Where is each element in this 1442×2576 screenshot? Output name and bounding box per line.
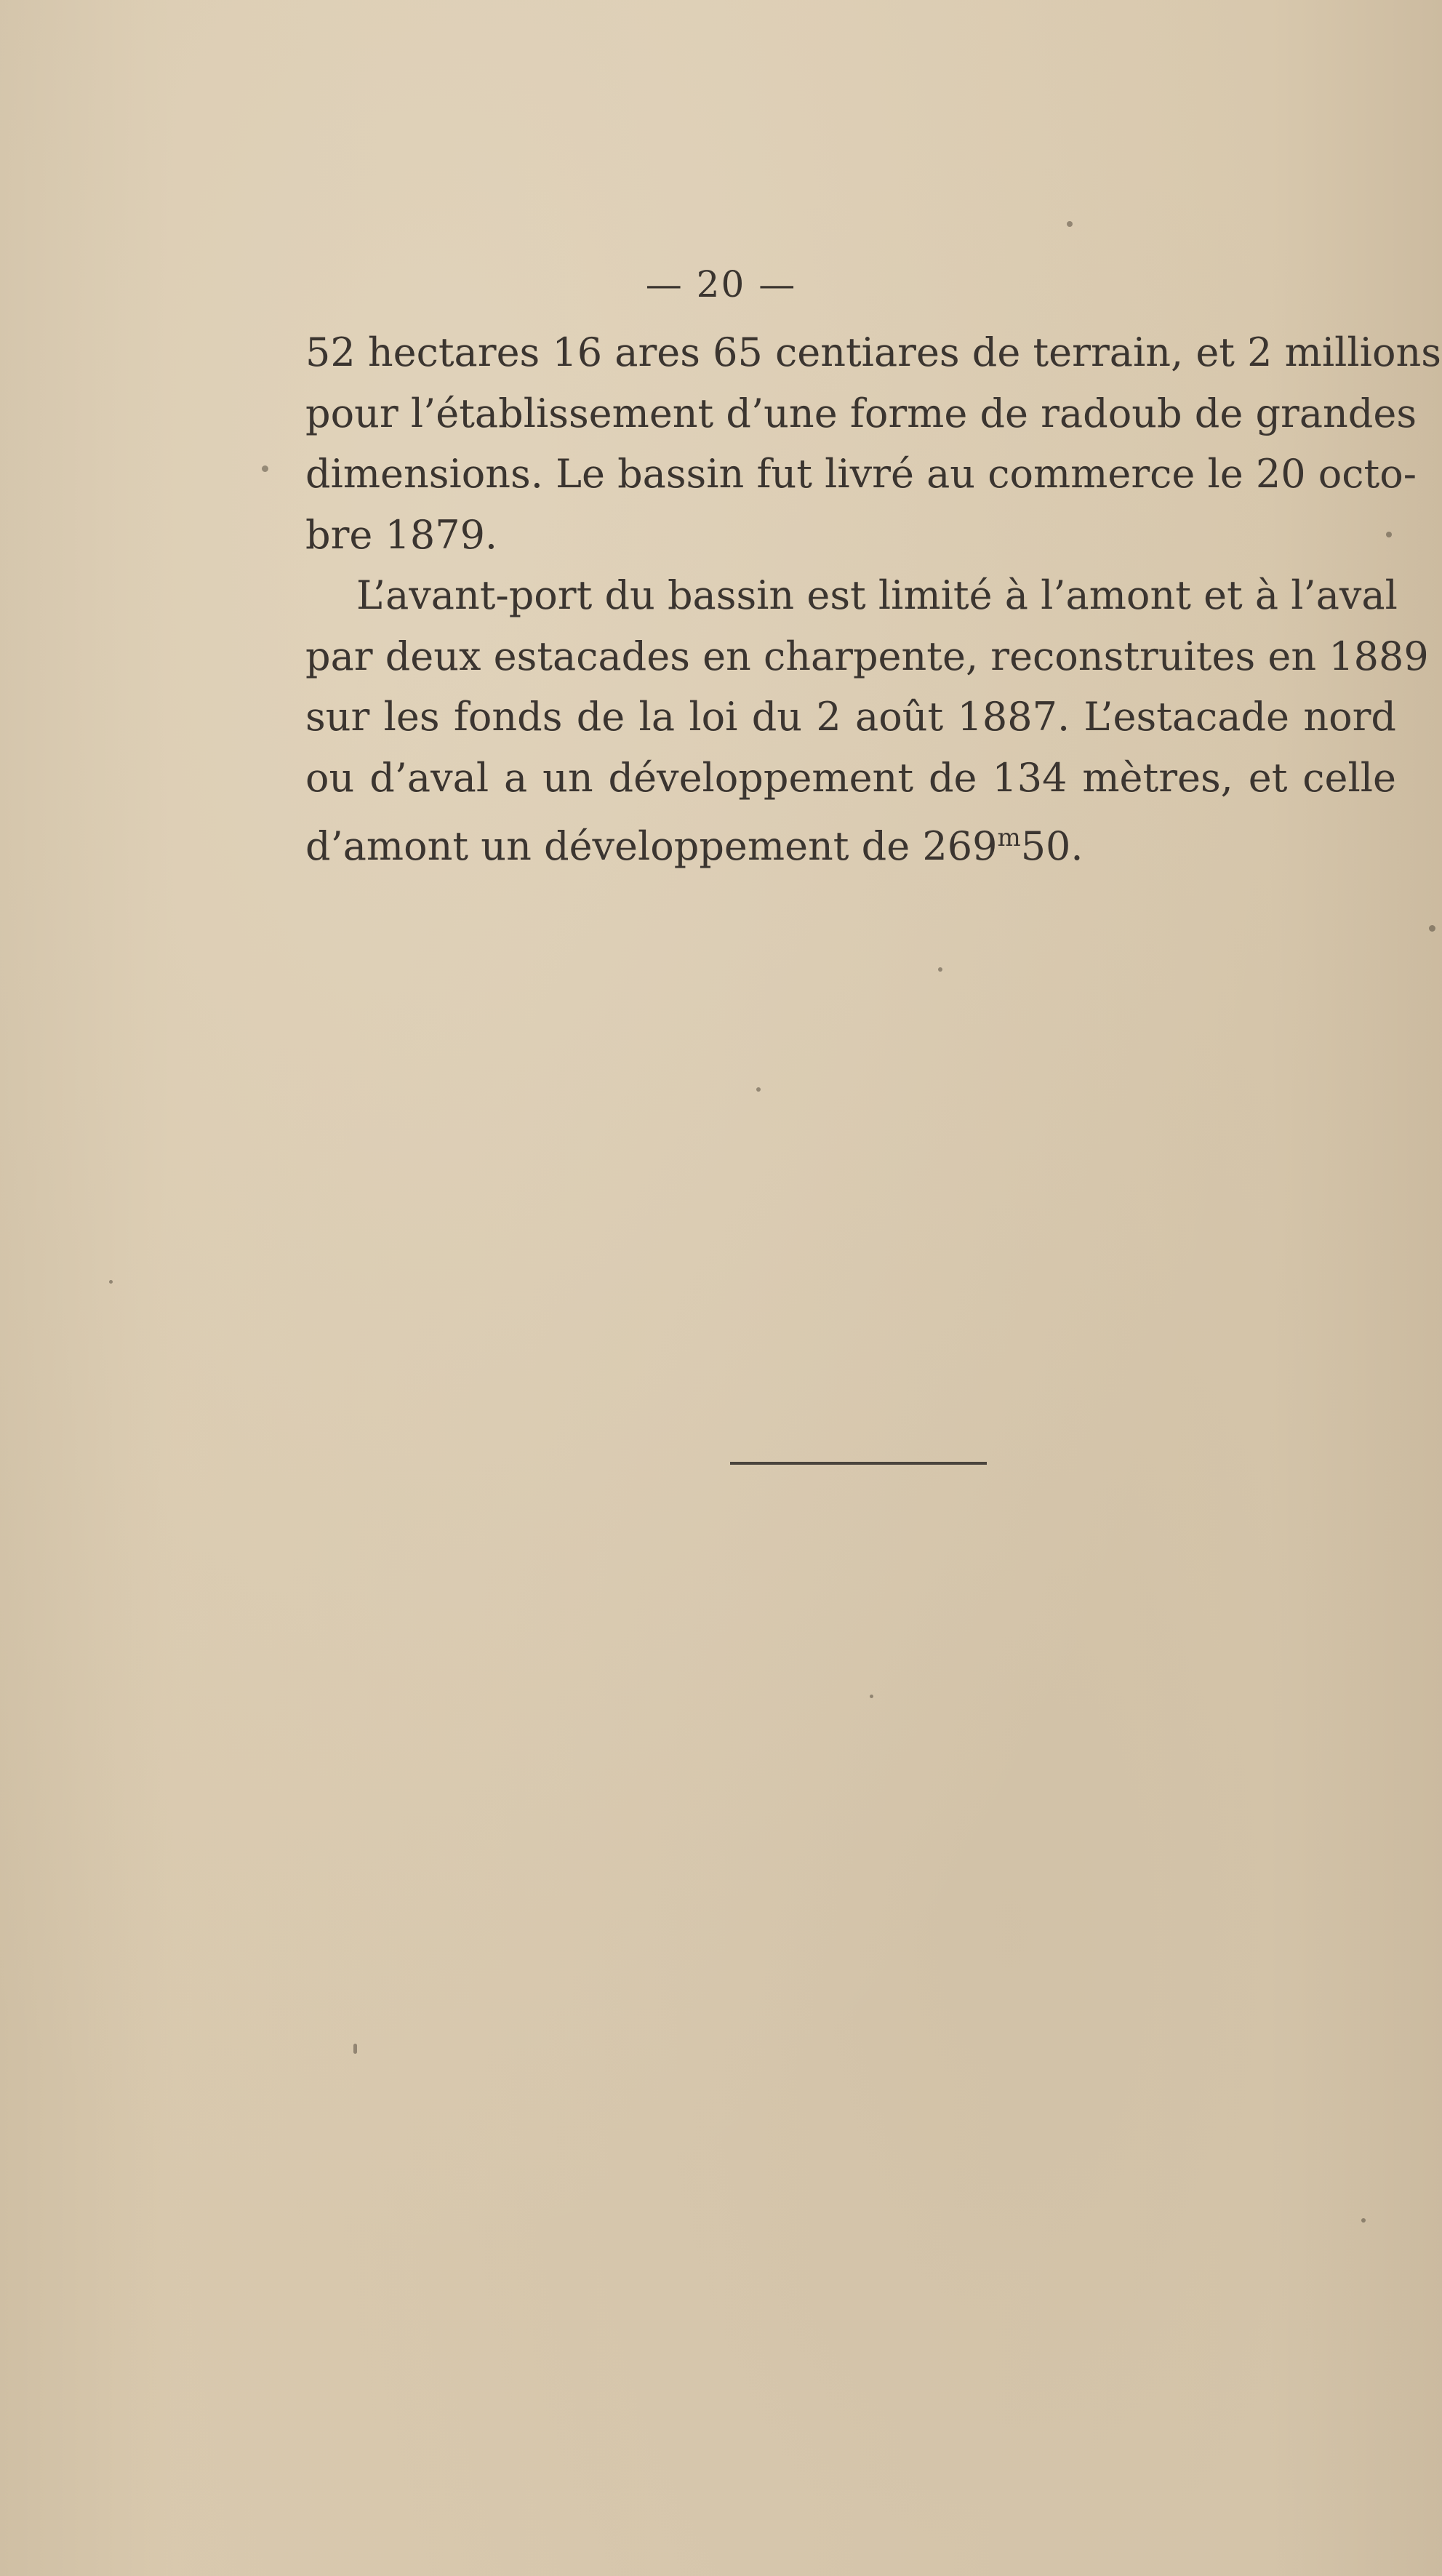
- text-line: sur les fonds de la loi du 2 août 1887. L’estacade nord: [305, 694, 1396, 740]
- text-line: dimensions. Le bassin fut livré au commerce le 20 octo-: [305, 451, 1417, 497]
- text-line: bre 1879.: [305, 511, 498, 558]
- paper-speck: [109, 1280, 113, 1284]
- paragraph-1: [305, 322, 1441, 565]
- text-line: ou d’aval a un développement de 134 mètres, et celle: [305, 754, 1396, 801]
- text-line-final: [305, 808, 1396, 877]
- final-line-suffix: 50.: [1020, 823, 1083, 869]
- text-line: L’avant-port du bassin est limité à l’amont et à l’aval: [356, 572, 1398, 618]
- paper-speck: [1361, 2218, 1366, 2223]
- body-text: [305, 322, 1441, 877]
- final-line-text: d’amont un développement de 269: [305, 823, 998, 869]
- unit-superscript: m: [997, 823, 1021, 852]
- text-line: 52 hectares 16 ares 65 centiares de terrain, et 2 millions: [305, 329, 1441, 375]
- paper-speck: [938, 967, 942, 972]
- paragraph-2: [305, 565, 1429, 877]
- page-number: — 20 —: [645, 263, 797, 305]
- paper-speck: [1386, 532, 1392, 537]
- text-line: par deux estacades en charpente, reconstruites en 1889: [305, 633, 1429, 679]
- paper-speck: [1067, 221, 1073, 227]
- paper-speck: [870, 1695, 873, 1698]
- paper-speck: [262, 465, 268, 472]
- text-line: pour l’établissement d’une forme de radoub de grandes: [305, 390, 1417, 436]
- paper-speck: [353, 2044, 357, 2054]
- section-divider: [730, 1462, 987, 1465]
- paper-speck: [1429, 925, 1435, 932]
- paper-speck: [756, 1087, 761, 1092]
